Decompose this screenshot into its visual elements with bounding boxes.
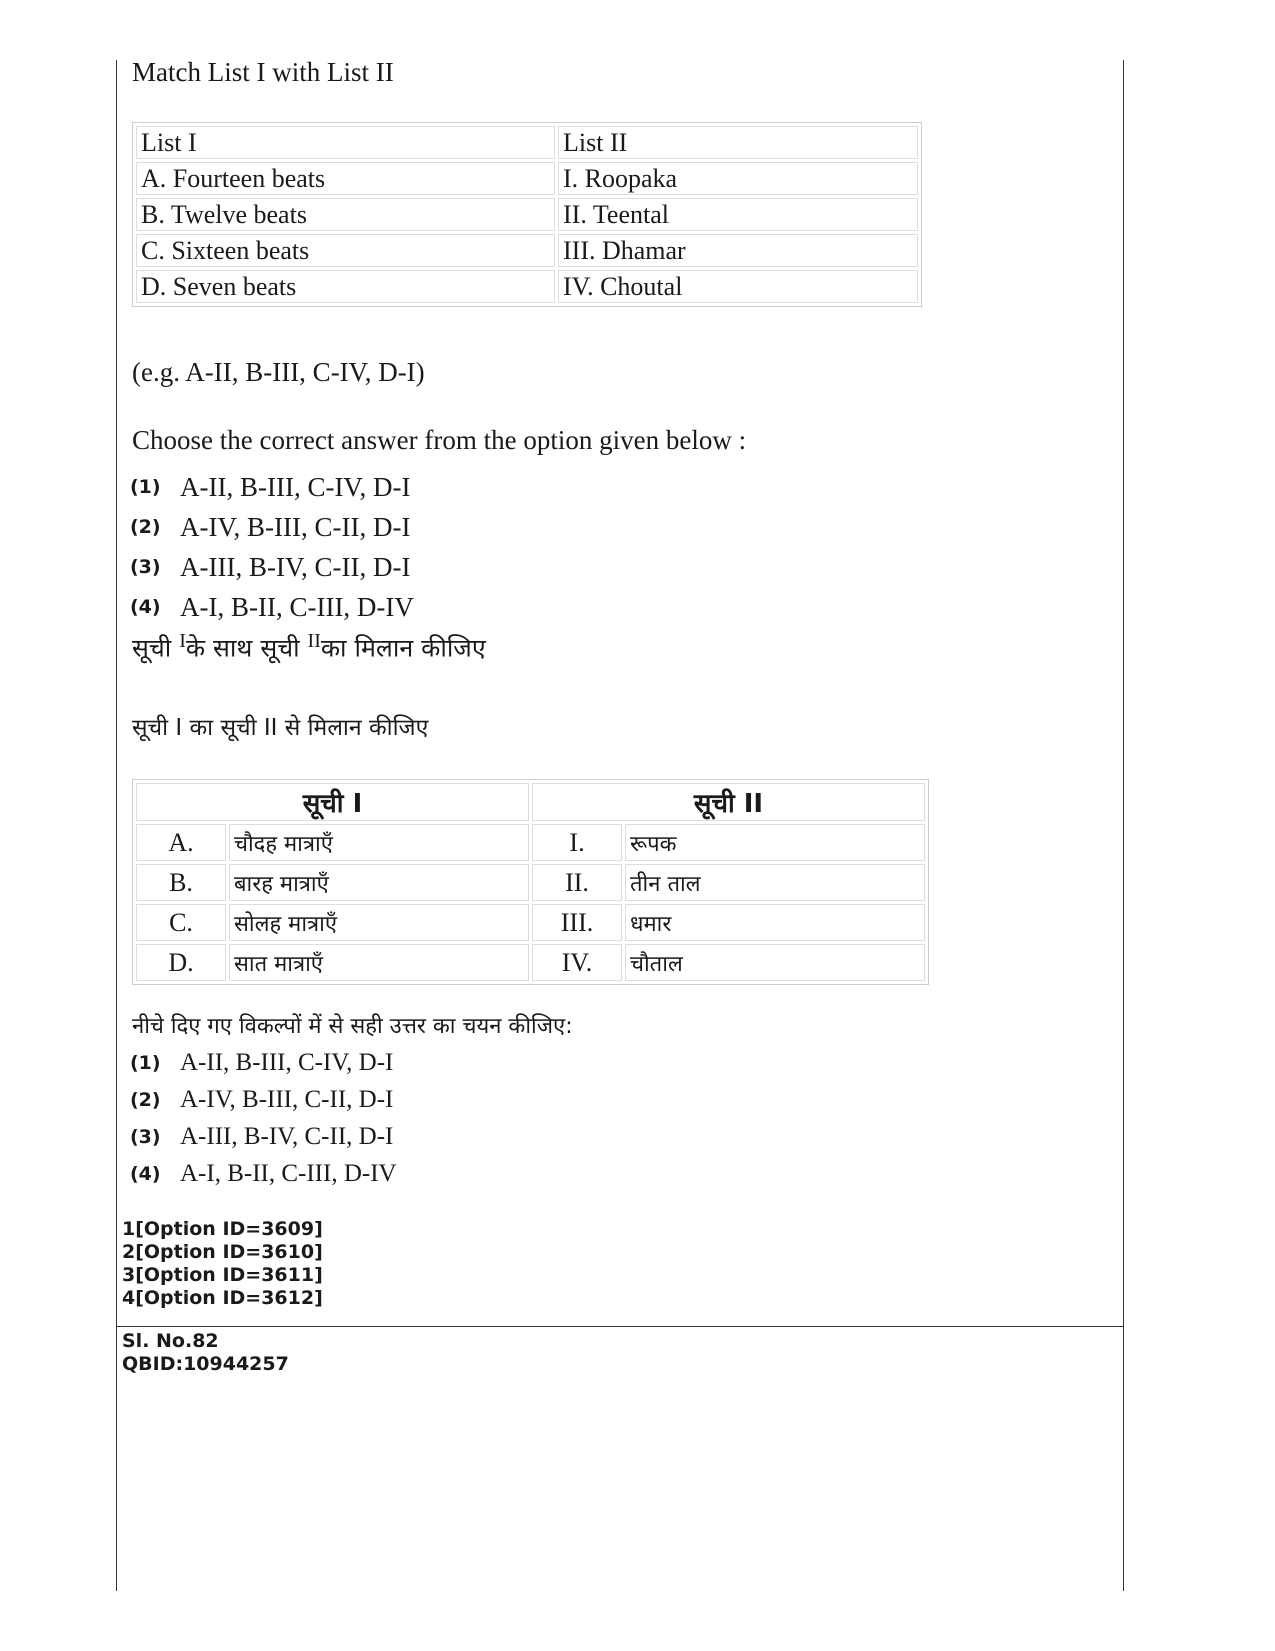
list1-header-hindi: सूची I: [136, 783, 529, 821]
table-cell: A. Fourteen beats: [136, 162, 555, 195]
table-cell: चौदह मात्राएँ: [229, 824, 529, 861]
serial-number: Sl. No.82: [122, 1330, 219, 1352]
option-id: 3[Option ID=3611]: [122, 1264, 323, 1286]
option-item[interactable]: [130, 1081, 397, 1118]
table-cell: रूपक: [625, 824, 925, 861]
option-number: (1): [130, 476, 161, 498]
table-cell: तीन ताल: [625, 864, 925, 901]
option-text: A-I, B-II, C-III, D-IV: [180, 591, 414, 622]
option-id: 4[Option ID=3612]: [122, 1287, 323, 1309]
option-number: (4): [130, 596, 161, 618]
option-id: 2[Option ID=3610]: [122, 1241, 323, 1263]
option-text: A-III, B-IV, C-II, D-I: [180, 551, 411, 582]
option-item[interactable]: [130, 507, 414, 547]
table-row: [136, 864, 925, 901]
hindi-heading-part: सूची: [132, 633, 180, 663]
hindi-heading-sup: II: [307, 630, 321, 652]
table-cell: सात मात्राएँ: [229, 944, 529, 981]
option-item[interactable]: [130, 467, 414, 507]
choose-instruction: Choose the correct answer from the option given below :: [132, 425, 747, 455]
table-row: [136, 234, 918, 267]
option-text: A-IV, B-III, C-II, D-I: [180, 1085, 394, 1113]
table-cell: A.: [136, 824, 226, 861]
qbid: QBID:10944257: [122, 1353, 289, 1375]
table-cell: III.: [532, 904, 622, 941]
table-cell: D. Seven beats: [136, 270, 555, 303]
table-cell: IV.: [532, 944, 622, 981]
option-id-list: [122, 1218, 323, 1310]
table-row: [136, 198, 918, 231]
choose-instruction-hindi: नीचे दिए गए विकल्पों में से सही उत्तर का चयन कीजिए:: [132, 1014, 573, 1039]
table-row: [136, 904, 925, 941]
right-border-line: [1123, 60, 1124, 1591]
option-text: A-IV, B-III, C-II, D-I: [180, 511, 411, 542]
table-cell: IV. Choutal: [558, 270, 918, 303]
option-text: A-II, B-III, C-IV, D-I: [180, 1048, 394, 1076]
option-id: 1[Option ID=3609]: [122, 1218, 323, 1240]
table-row: [136, 162, 918, 195]
option-number: (3): [130, 1125, 161, 1148]
option-number: (2): [130, 516, 161, 538]
table-cell: B.: [136, 864, 226, 901]
option-item[interactable]: [130, 1155, 397, 1192]
table-cell: सोलह मात्राएँ: [229, 904, 529, 941]
table-row: [136, 824, 925, 861]
table-header-row: [136, 783, 925, 821]
table-cell: III. Dhamar: [558, 234, 918, 267]
option-text: A-III, B-IV, C-II, D-I: [180, 1122, 394, 1150]
table-cell: चौताल: [625, 944, 925, 981]
table-cell: C.: [136, 904, 226, 941]
list1-header: List I: [136, 126, 555, 159]
hindi-heading-sup: I: [179, 630, 186, 652]
next-question-meta: [122, 1330, 289, 1376]
options-hindi: [130, 1044, 397, 1192]
table-cell: बारह मात्राएँ: [229, 864, 529, 901]
list2-header: List II: [558, 126, 918, 159]
option-number: (1): [130, 1051, 161, 1074]
match-table-hindi: [132, 779, 929, 985]
option-text: A-II, B-III, C-IV, D-I: [180, 471, 411, 502]
question-block: [132, 52, 1112, 92]
table-header-row: [136, 126, 918, 159]
match-table-english: [132, 122, 922, 307]
hindi-heading: [132, 630, 486, 664]
option-number: (3): [130, 556, 161, 578]
options-english: [130, 467, 414, 627]
table-cell: II.: [532, 864, 622, 901]
table-cell: धमार: [625, 904, 925, 941]
table-cell: C. Sixteen beats: [136, 234, 555, 267]
option-text: A-I, B-II, C-III, D-IV: [180, 1159, 397, 1187]
question-heading: Match List I with List II: [132, 57, 394, 87]
hindi-heading-2: सूची I का सूची II से मिलान कीजिए: [132, 715, 429, 741]
question-separator: [116, 1326, 1124, 1327]
table-cell: D.: [136, 944, 226, 981]
table-cell: I. Roopaka: [558, 162, 918, 195]
left-border-line: [116, 60, 117, 1591]
hindi-heading-part: का मिलान कीजिए: [320, 633, 486, 663]
table-row: [136, 944, 925, 981]
table-cell: B. Twelve beats: [136, 198, 555, 231]
table-cell: II. Teental: [558, 198, 918, 231]
table-row: [136, 270, 918, 303]
option-number: (2): [130, 1088, 161, 1111]
option-item[interactable]: [130, 1118, 397, 1155]
list2-header-hindi: सूची II: [532, 783, 925, 821]
hindi-heading-part: के साथ सूची: [185, 633, 308, 663]
option-item[interactable]: [130, 547, 414, 587]
option-number: (4): [130, 1162, 161, 1185]
option-item[interactable]: [130, 1044, 397, 1081]
option-item[interactable]: [130, 587, 414, 627]
example-text: (e.g. A-II, B-III, C-IV, D-I): [132, 357, 425, 387]
table-cell: I.: [532, 824, 622, 861]
